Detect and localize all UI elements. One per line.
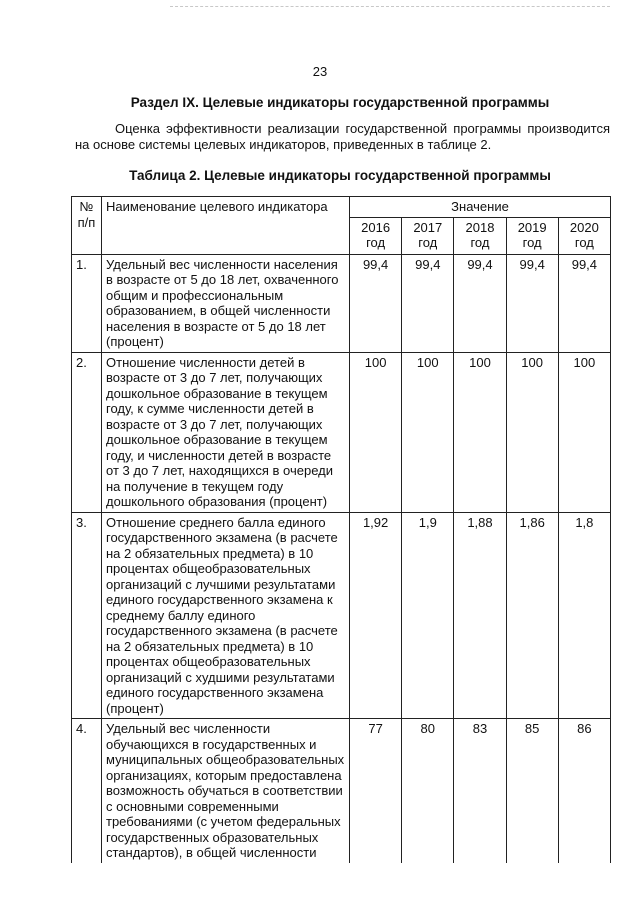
indicator-name: Отношение среднего балла единого государственного экзамена (в расчете на 2 обязательных предмета) в 10 процентах общеобразовательных организаций с лучшими результатами единого государственного экзамена к среднему баллу единого государственного экзамена (в расчете на 2 обязательных предмета) в 10 процентах общеобразовательных организаций с худшими результатами единого государственного экзамена (процент) (102, 512, 350, 719)
indicator-value: 99,4 (558, 254, 610, 352)
indicators-table (71, 196, 611, 863)
indicator-name: Удельный вес численности обучающихся в государственных и муниципальных общеобразовательных организациях, которым предоставлена возможность обучаться в соответствии с основными современными требованиями (с учетом федеральных государственных образовательных стандартов), в общей численности (102, 719, 350, 863)
indicator-value: 100 (350, 352, 402, 512)
indicator-value: 99,4 (454, 254, 506, 352)
table-row (72, 719, 611, 863)
col-header-number: № п/п (72, 197, 102, 255)
indicator-value: 99,4 (506, 254, 558, 352)
indicator-name: Удельный вес численности населения в возрасте от 5 до 18 лет, охваченного общим и профессиональным образованием, в общей численности населения в возрасте от 5 до 18 лет (процент) (102, 254, 350, 352)
indicator-value: 1,92 (350, 512, 402, 719)
indicator-value: 100 (558, 352, 610, 512)
intro-paragraph: Оценка эффективности реализации государственной программы производится на основе системы целевых индикаторов, приведенных в таблице 2. (75, 121, 610, 152)
col-header-year: 2017 год (402, 217, 454, 254)
indicator-value: 80 (402, 719, 454, 863)
indicator-value: 1,8 (558, 512, 610, 719)
col-header-year: 2018 год (454, 217, 506, 254)
indicator-value: 83 (454, 719, 506, 863)
row-number: 3. (72, 512, 102, 719)
row-number: 2. (72, 352, 102, 512)
scan-artifact-line (170, 6, 610, 7)
indicator-value: 1,9 (402, 512, 454, 719)
indicator-value: 100 (402, 352, 454, 512)
table-title: Таблица 2. Целевые индикаторы государственной программы (129, 168, 551, 183)
page-number: 23 (312, 64, 328, 79)
col-header-year: 2020 год (558, 217, 610, 254)
section-heading: Раздел IX. Целевые индикаторы государственной программы (130, 95, 550, 110)
indicator-value: 99,4 (350, 254, 402, 352)
indicator-value: 1,86 (506, 512, 558, 719)
col-header-value: Значение (350, 197, 611, 218)
table-row (72, 254, 611, 352)
col-header-year: 2016 год (350, 217, 402, 254)
indicator-name: Отношение численности детей в возрасте от 3 до 7 лет, получающих дошкольное образование в текущем году, к сумме численности детей в возрасте от 3 до 7 лет, получающих дошкольное образование в текущем году, и численности детей в возрасте от 3 до 7 лет, находящихся в очереди на получение в текущем году дошкольного образования (процент) (102, 352, 350, 512)
indicator-value: 86 (558, 719, 610, 863)
table-row (72, 352, 611, 512)
indicator-value: 85 (506, 719, 558, 863)
row-number: 4. (72, 719, 102, 863)
indicator-value: 77 (350, 719, 402, 863)
row-number: 1. (72, 254, 102, 352)
indicator-value: 100 (506, 352, 558, 512)
indicator-value: 99,4 (402, 254, 454, 352)
col-header-indicator-name: Наименование целевого индикатора (102, 197, 350, 255)
col-header-year: 2019 год (506, 217, 558, 254)
indicator-value: 100 (454, 352, 506, 512)
table-row (72, 512, 611, 719)
indicator-value: 1,88 (454, 512, 506, 719)
